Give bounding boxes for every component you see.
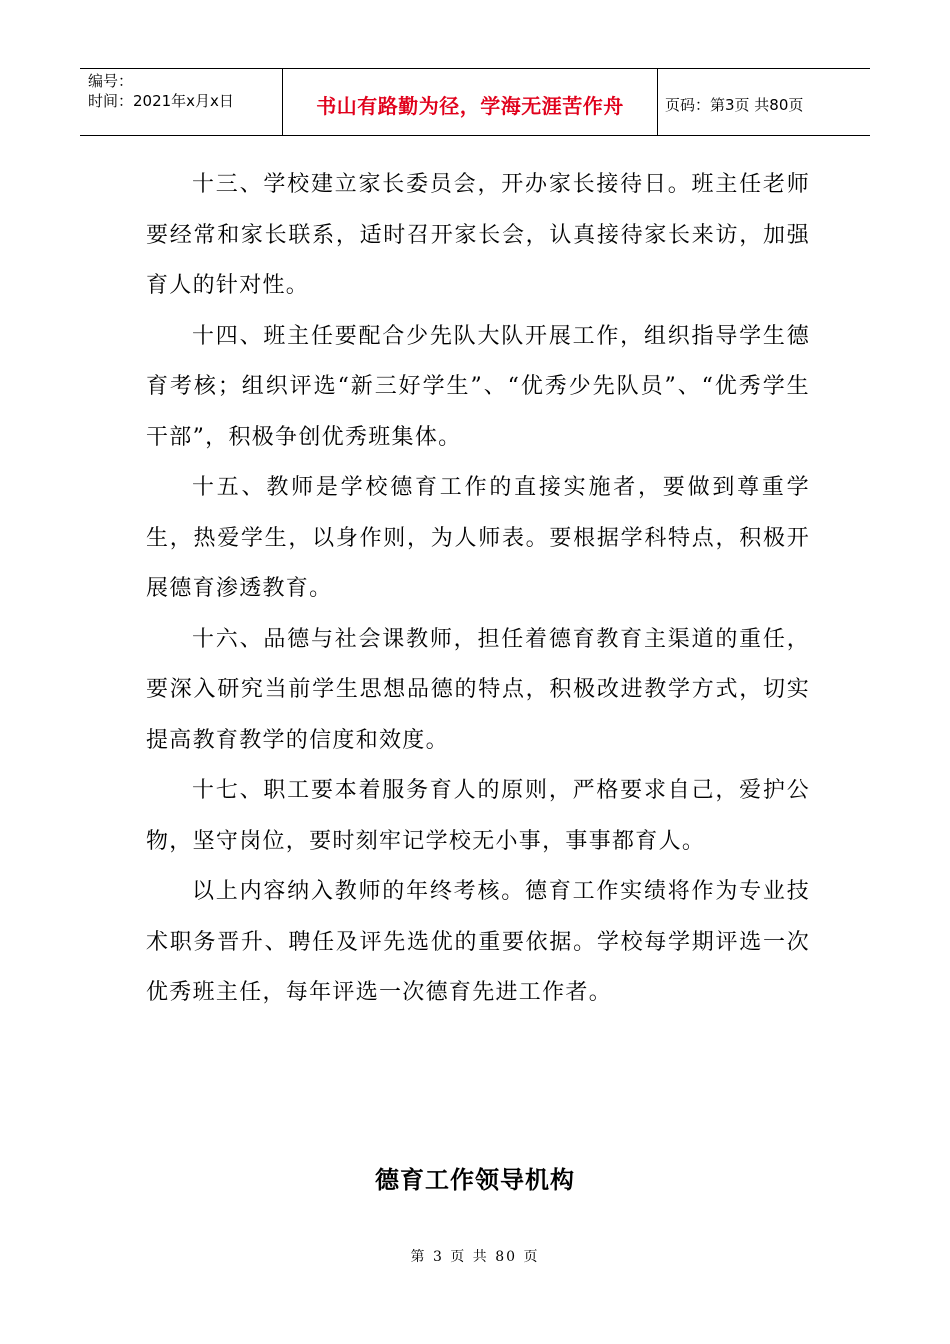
header-page-info: 页码：第3页 共80页: [665, 95, 804, 114]
section-title: 德育工作领导机构: [375, 1166, 575, 1194]
header-page-info-cell: [658, 69, 870, 135]
paragraph: 十七、职工要本着服务育人的原则，严格要求自己，爱护公物，坚守岗位，要时刻牢记学校无小事，事事都育人。: [146, 778, 810, 854]
paragraph: 十四、班主任要配合少先队大队开展工作，组织指导学生德育考核；组织评选“新三好学生”、“优秀少先队员”、“优秀学生干部”，积极争创优秀班集体。: [146, 323, 810, 450]
document-body: [146, 160, 810, 1019]
document-number-label: 编号：: [88, 72, 134, 90]
paragraph: 十三、学校建立家长委员会，开办家长接待日。班主任老师要经常和家长联系，适时召开家长会，认真接待家长来访，加强育人的针对性。: [146, 172, 810, 298]
paragraph: 十五、教师是学校德育工作的直接实施者，要做到尊重学生，热爱学生，以身作则，为人师表。要根据学科特点，积极开展德育渗透教育。: [146, 475, 810, 601]
page-footer: 第 3 页 共 80 页: [410, 1249, 540, 1265]
header-meta: [80, 69, 282, 135]
paragraph: 十六、品德与社会课教师，担任着德育教育主渠道的重任，要深入研究当前学生思想品德的特点，积极改进教学方式，切实提高教育教学的信度和效度。: [146, 626, 810, 753]
header-motto-cell: [282, 69, 658, 135]
header-motto: 书山有路勤为径，学海无涯苦作舟: [316, 93, 624, 118]
document-date: 时间：2021年x月x日: [88, 92, 234, 110]
page-header: [80, 68, 870, 136]
paragraph: 以上内容纳入教师的年终考核。德育工作实绩将作为专业技术职务晋升、聘任及评先选优的重要依据。学校每学期评选一次优秀班主任，每年评选一次德育先进工作者。: [146, 879, 810, 1005]
